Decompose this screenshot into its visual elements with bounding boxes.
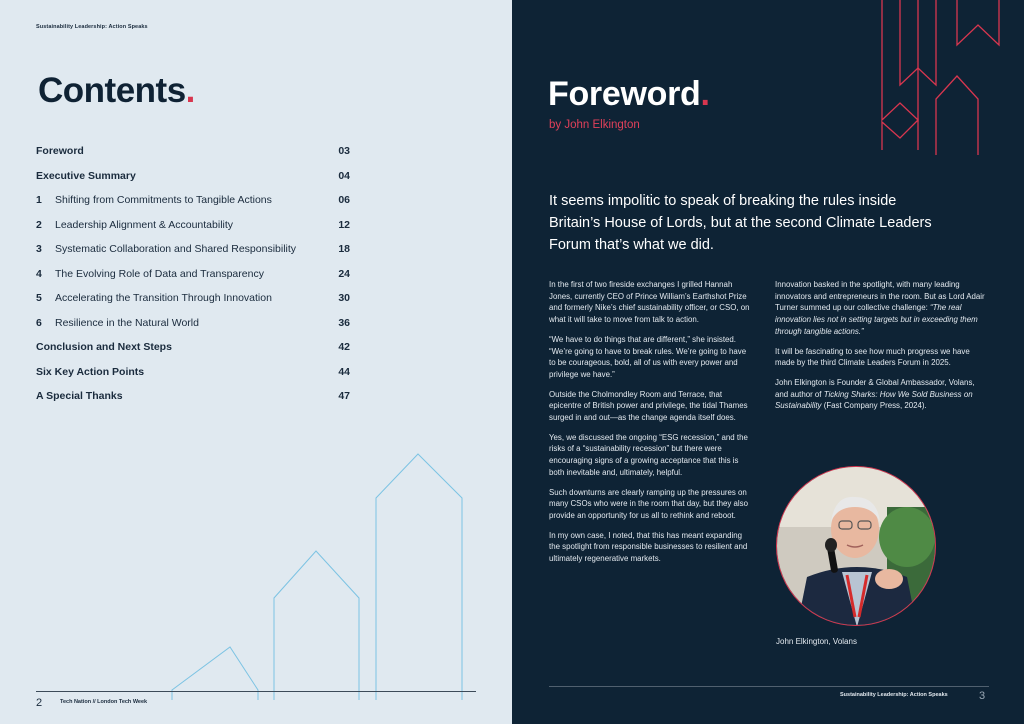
byline: by John Elkington [549, 119, 640, 131]
toc-label: Resilience in the Natural World [55, 316, 199, 329]
toc-entry[interactable] [36, 317, 352, 342]
toc-page-number: 47 [338, 390, 350, 402]
toc-page-number: 24 [338, 267, 350, 280]
toc-entry[interactable] [36, 194, 352, 219]
toc-label: The Evolving Role of Data and Transparency [55, 267, 264, 280]
toc-number: 3 [36, 243, 42, 255]
toc-label: Six Key Action Points [36, 365, 145, 378]
outline-shape-3 [882, 120, 918, 150]
body-column-2 [775, 279, 985, 420]
body-paragraph: Innovation basked in the spotlight, with many leading innovators and entrepreneurs in the room. But as Lord Adair Turner summed up our collective challenge: “The real innovation lies not in setting targets but in exceeding them through tangible actions.” [775, 280, 985, 336]
arrow-outline-large [376, 454, 462, 700]
toc-label: A Special Thanks [36, 390, 123, 402]
body-paragraph: Yes, we discussed the ongoing “ESG recession,” and the risks of a “sustainability recession” but there were encouraging signs of a growing acceptance that this is both inevitable and, ultimately, helpful. [549, 432, 748, 477]
toc-label: Executive Summary [36, 169, 136, 182]
arrow-outline-medium [274, 551, 359, 700]
toc-label: Leadership Alignment & Accountability [55, 218, 234, 231]
body-paragraph: It will be fascinating to see how much progress we have made by the third Climate Leaders Forum in 2025. [775, 346, 970, 368]
toc-number: 5 [36, 292, 42, 304]
page-number: 3 [979, 690, 986, 702]
author-bio: John Elkington is Founder & Global Ambassador, Volans, and author of Ticking Sharks: How We Sold Business on Sustainability (Fast Company Press, 2024). [775, 377, 975, 411]
toc-entry[interactable] [36, 243, 352, 268]
toc-entry[interactable] [36, 292, 352, 317]
body-paragraph: “We have to do things that are different,” she insisted. “We’re going to have to break rules. We’re going to have to be courageous, bold, all of us with every power and privilege we have.” [549, 334, 747, 379]
outline-shape-4 [936, 76, 978, 155]
page-title [38, 71, 195, 111]
footer-divider [549, 686, 989, 687]
body-paragraph: In the first of two fireside exchanges I grilled Hannah Jones, currently CEO of Prince William’s Earthshot Prize and formerly Nike’s chief sustainability officer, or CSO, on what it will take to move from talk to action. [549, 280, 750, 325]
toc-label: Shifting from Commitments to Tangible Actions [55, 194, 272, 206]
toc-entry[interactable] [36, 219, 352, 244]
table-of-contents [36, 145, 352, 415]
toc-label: Conclusion and Next Steps [36, 341, 172, 353]
running-head: Sustainability Leadership: Action Speaks [36, 24, 148, 30]
toc-number: 1 [36, 194, 42, 206]
toc-number: 4 [36, 267, 42, 280]
book-title: Ticking Sharks: How We Sold Business on Sustainability [775, 389, 973, 411]
toc-entry[interactable] [36, 366, 352, 391]
photo-caption: John Elkington, Volans [776, 637, 857, 646]
toc-page-number: 12 [338, 218, 350, 231]
body-paragraph: Such downturns are clearly ramping up the pressures on many CSOs who were in the room that day, but they also provide an opportunity for us all to rethink and reboot. [549, 487, 748, 520]
toc-label: Accelerating the Transition Through Innovation [55, 292, 272, 304]
toc-label: Systematic Collaboration and Shared Responsibility [55, 243, 297, 255]
toc-number: 6 [36, 316, 42, 329]
body-paragraph: Outside the Cholmondley Room and Terrace, that epicentre of British power and privilege, the tidal Thames surged in and out—as the change agenda itself does. [549, 389, 748, 423]
body-column-1 [549, 279, 754, 573]
outline-shape-5 [957, 0, 999, 45]
body-paragraph: In my own case, I noted, that this has meant expanding the spotlight from responsible businesses to resilient and ultimately regenerative markets. [549, 530, 748, 564]
right-page [512, 0, 1024, 724]
toc-page-number: 04 [338, 169, 350, 182]
toc-entry[interactable] [36, 341, 352, 366]
page-number: 2 [36, 697, 43, 709]
toc-entry[interactable] [36, 145, 352, 170]
toc-page-number: 18 [338, 243, 350, 255]
toc-page-number: 30 [338, 292, 350, 304]
title-dot: . [185, 71, 195, 110]
title-text: Foreword [548, 75, 701, 113]
toc-label: Foreword [36, 145, 84, 157]
author-portrait [776, 466, 936, 626]
toc-entry[interactable] [36, 170, 352, 195]
toc-number: 2 [36, 218, 42, 231]
toc-page-number: 06 [338, 194, 350, 206]
footer-divider [36, 691, 476, 692]
page-title [548, 75, 710, 114]
arrow-outline-small [172, 647, 258, 700]
toc-entry[interactable] [36, 390, 352, 415]
title-text: Contents [38, 71, 186, 110]
toc-page-number: 36 [338, 316, 350, 329]
title-dot: . [700, 75, 710, 113]
footer-text: Tech Nation // London Tech Week [60, 699, 148, 705]
pull-quote: “The real innovation lies not in setting targets but in exceeding them through tangible actions.” [775, 303, 978, 336]
portrait-illustration [777, 467, 936, 626]
lede-paragraph: It seems impolitic to speak of breaking the rules inside Britain’s House of Lords, but at the second Climate Leaders Forum that’s what we did. [549, 193, 932, 253]
toc-page-number: 44 [338, 365, 350, 378]
toc-entry[interactable] [36, 268, 352, 293]
footer-text: Sustainability Leadership: Action Speaks [840, 692, 948, 698]
toc-page-number: 42 [338, 341, 350, 353]
toc-page-number: 03 [338, 145, 350, 157]
